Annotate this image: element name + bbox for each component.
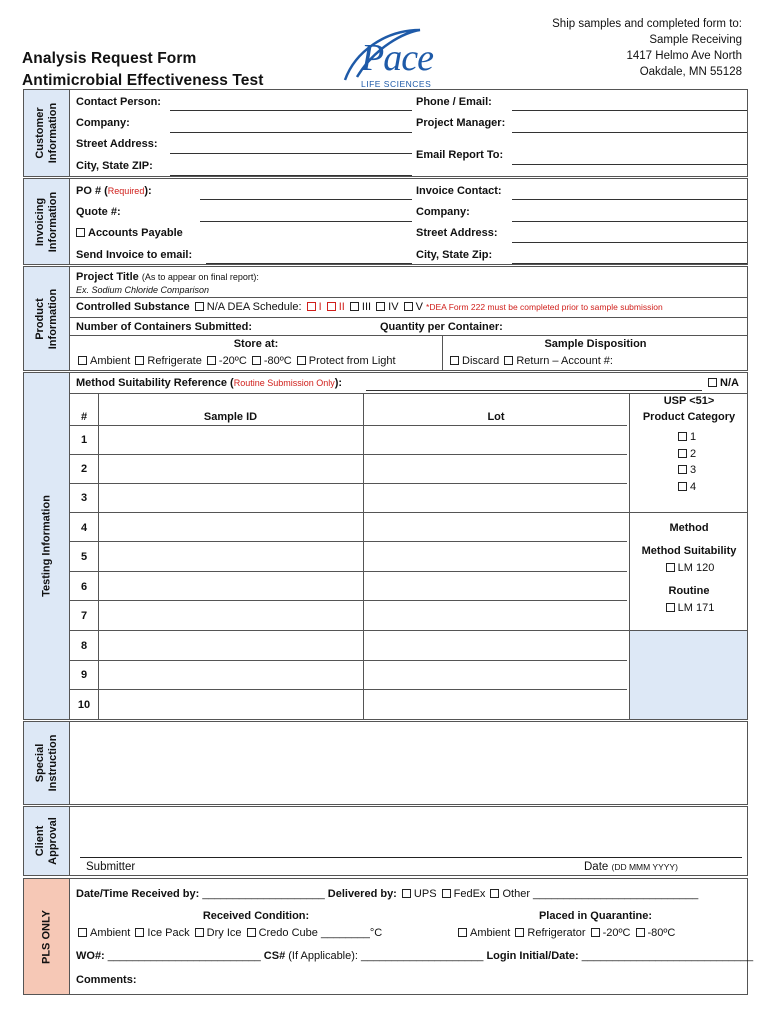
method-reference-label: Method Suitability Reference (Routine Submission Only):	[76, 377, 343, 389]
category-options: 1 2 3 4	[676, 429, 696, 495]
row-number: 6	[80, 581, 88, 593]
email-report-field[interactable]	[512, 164, 747, 165]
invoice-company-label: Company:	[416, 206, 470, 218]
row-number: 10	[77, 699, 91, 711]
special-instruction-section	[23, 721, 748, 805]
divider	[363, 393, 364, 719]
quantity-label: Quantity per Container:	[380, 321, 503, 333]
divider	[70, 512, 747, 513]
product-side-label: Product Information	[24, 267, 70, 370]
containers-label: Number of Containers Submitted:	[76, 321, 253, 333]
category-4-checkbox[interactable]	[678, 482, 687, 491]
cond-ambient-checkbox[interactable]	[78, 928, 87, 937]
ship-line: Sample Receiving	[649, 34, 742, 46]
shipping-address	[552, 16, 742, 80]
fedex-checkbox[interactable]	[442, 889, 451, 898]
customer-section	[23, 89, 748, 177]
accounts-payable-option[interactable]: Accounts Payable	[74, 227, 183, 239]
divider	[70, 689, 627, 690]
invoice-contact-label: Invoice Contact:	[416, 185, 502, 197]
store-minus80-checkbox[interactable]	[252, 356, 261, 365]
category-1-checkbox[interactable]	[678, 432, 687, 441]
store-at-label: Store at:	[233, 338, 279, 350]
send-invoice-label: Send Invoice to email:	[76, 249, 193, 261]
lm171-option[interactable]: LM 171	[629, 602, 749, 614]
pace-logo	[335, 22, 445, 92]
method-header: Method	[669, 522, 709, 534]
company-label: Company:	[76, 117, 130, 129]
product-category-header: Product Category	[642, 411, 736, 423]
col-header-sample-id: Sample ID	[203, 411, 258, 423]
q-minus20-checkbox[interactable]	[591, 928, 600, 937]
client-approval-section	[23, 806, 748, 876]
cs-field[interactable]: ____________________	[357, 950, 487, 962]
form-subtitle: Antimicrobial Effectiveness Test	[22, 72, 264, 89]
method-shaded-cell	[630, 631, 747, 719]
store-ambient-checkbox[interactable]	[78, 356, 87, 365]
method-suitability-label: Method Suitability	[641, 545, 737, 557]
routine-label: Routine	[668, 585, 710, 597]
email-report-label: Email Report To:	[416, 149, 504, 161]
project-manager-field[interactable]	[512, 132, 747, 133]
invoice-company-field[interactable]	[512, 221, 747, 222]
disposition-return-checkbox[interactable]	[504, 356, 513, 365]
contact-person-field[interactable]	[170, 110, 412, 111]
invoicing-side-label: Invoicing Information	[24, 179, 70, 264]
company-field[interactable]	[170, 132, 412, 133]
row-number: 7	[80, 610, 88, 622]
schedule-5-checkbox[interactable]	[404, 302, 413, 311]
invoice-street-field[interactable]	[512, 242, 747, 243]
customer-side-label: Customer Information	[24, 90, 70, 176]
category-2-checkbox[interactable]	[678, 449, 687, 458]
routine-only-note: Routine Submission Only	[233, 378, 335, 388]
store-minus20-checkbox[interactable]	[207, 356, 216, 365]
accounts-payable-checkbox[interactable]	[76, 228, 85, 237]
wo-field[interactable]: _________________________	[104, 950, 264, 962]
quarantine-label: Placed in Quarantine:	[538, 910, 653, 922]
phone-email-label: Phone / Email:	[416, 96, 492, 108]
special-instruction-field[interactable]	[71, 722, 747, 804]
project-title-label: Project Title (As to appear on final report):	[76, 271, 259, 283]
store-protect-checkbox[interactable]	[297, 356, 306, 365]
street-address-label: Street Address:	[76, 138, 158, 150]
testing-side-label: Testing Information	[24, 373, 70, 719]
comments-label: Comments:	[76, 974, 137, 986]
divider	[70, 660, 627, 661]
schedule-1-checkbox[interactable]	[307, 302, 316, 311]
city-state-zip-label: City, State ZIP:	[76, 160, 153, 172]
phone-email-field[interactable]	[512, 110, 747, 111]
ship-line: 1417 Helmo Ave North	[626, 50, 742, 62]
row-number: 3	[80, 492, 88, 504]
ship-line: Oakdale, MN 55128	[639, 66, 742, 78]
po-label: PO # (Required):	[76, 185, 152, 197]
divider	[70, 317, 747, 318]
schedule-2-checkbox[interactable]	[327, 302, 336, 311]
divider	[70, 335, 747, 336]
row-number: 4	[80, 522, 88, 534]
divider	[70, 454, 627, 455]
po-required-note: Required	[107, 186, 145, 196]
row-number: 2	[80, 463, 88, 475]
signature-line[interactable]	[80, 857, 742, 858]
received-row: Date/Time Received by: ____________________ Delivered by: UPS FedEx Other ___________________________	[76, 888, 699, 900]
testing-na-checkbox[interactable]	[708, 378, 717, 387]
usp-header: USP <51>	[663, 395, 715, 407]
invoice-city-label: City, State Zip:	[416, 249, 493, 261]
lm120-checkbox[interactable]	[666, 563, 675, 572]
project-title-note: (As to appear on final report):	[141, 272, 259, 282]
special-side-label: Special Instruction	[24, 722, 70, 804]
city-state-zip-field[interactable]	[170, 175, 412, 176]
cond-dryice-checkbox[interactable]	[195, 928, 204, 937]
wo-row: WO#: _________________________ CS# (If Applicable): ____________________ Login Initial/Date: ____________________________	[76, 950, 754, 962]
other-checkbox[interactable]	[490, 889, 499, 898]
row-number: 9	[80, 669, 88, 681]
quote-field[interactable]	[200, 221, 412, 222]
logo-subtitle: LIFE SCIENCES	[361, 79, 432, 89]
q-minus80-checkbox[interactable]	[636, 928, 645, 937]
quote-label: Quote #:	[76, 206, 121, 218]
po-field[interactable]	[200, 199, 412, 200]
row-number: 1	[80, 434, 88, 446]
project-manager-label: Project Manager:	[416, 117, 506, 129]
received-field[interactable]: ____________________	[199, 888, 328, 900]
contact-person-label: Contact Person:	[76, 96, 161, 108]
schedule-4-checkbox[interactable]	[376, 302, 385, 311]
disposition-options: Discard Return – Account #:	[448, 355, 613, 367]
testing-na-option[interactable]: N/A	[706, 377, 739, 389]
col-header-lot: Lot	[487, 411, 505, 423]
form-title: Analysis Request Form	[22, 50, 197, 67]
cond-credo-checkbox[interactable]	[247, 928, 256, 937]
q-refrigerator-checkbox[interactable]	[515, 928, 524, 937]
logo-wordmark: Pace	[361, 37, 433, 79]
divider	[70, 541, 627, 542]
divider	[70, 425, 627, 426]
divider	[70, 571, 627, 572]
cs-na-checkbox[interactable]	[195, 302, 204, 311]
invoicing-section	[23, 178, 748, 265]
pls-side-label: PLS ONLY	[24, 879, 70, 994]
disposition-label: Sample Disposition	[544, 338, 647, 350]
schedule-3-checkbox[interactable]	[350, 302, 359, 311]
method-reference-field[interactable]	[366, 390, 702, 391]
category-3-checkbox[interactable]	[678, 465, 687, 474]
condition-options: Ambient Ice Pack Dry Ice Credo Cube ________°C	[76, 927, 382, 939]
other-field[interactable]: ___________________________	[529, 888, 699, 900]
divider	[70, 600, 627, 601]
disposition-discard-checkbox[interactable]	[450, 356, 459, 365]
dea-form-note: *DEA Form 222 must be completed prior to sample submission	[426, 302, 663, 312]
ship-line: Ship samples and completed form to:	[552, 18, 742, 30]
controlled-substance-row: Controlled Substance N/A DEA Schedule: I II III IV V *DEA Form 222 must be completed prior to sample submission	[76, 301, 663, 313]
project-title-example: Ex. Sodium Chloride Comparison	[76, 285, 210, 295]
pls-only-section	[23, 878, 754, 995]
product-section	[23, 266, 748, 371]
store-refrigerate-checkbox[interactable]	[135, 356, 144, 365]
col-header-number: #	[80, 411, 88, 423]
received-condition-label: Received Condition:	[202, 910, 310, 922]
submitter-label: Submitter	[86, 861, 136, 873]
divider	[70, 483, 627, 484]
ups-checkbox[interactable]	[402, 889, 411, 898]
divider	[70, 393, 747, 394]
invoice-street-label: Street Address:	[416, 227, 498, 239]
quarantine-options: Ambient Refrigerator -20ºC -80ºC	[456, 927, 675, 939]
testing-section	[23, 372, 748, 720]
row-number: 5	[80, 551, 88, 563]
approval-side-label: Client Approval	[24, 807, 70, 875]
cond-icepack-checkbox[interactable]	[135, 928, 144, 937]
row-number: 8	[80, 640, 88, 652]
lm120-option[interactable]: LM 120	[629, 562, 749, 574]
street-address-field[interactable]	[170, 153, 412, 154]
divider	[70, 297, 747, 298]
lm171-checkbox[interactable]	[666, 603, 675, 612]
temperature-field[interactable]: ________	[317, 927, 370, 939]
send-invoice-field[interactable]	[206, 263, 412, 264]
login-field[interactable]: ____________________________	[578, 950, 754, 962]
q-ambient-checkbox[interactable]	[458, 928, 467, 937]
divider	[98, 393, 99, 719]
invoice-city-field[interactable]	[512, 263, 747, 264]
store-at-options: Ambient Refrigerate -20ºC -80ºC Protect from Light	[76, 355, 396, 367]
date-label: Date (DD MMM YYYY)	[584, 861, 678, 873]
invoice-contact-field[interactable]	[512, 199, 747, 200]
